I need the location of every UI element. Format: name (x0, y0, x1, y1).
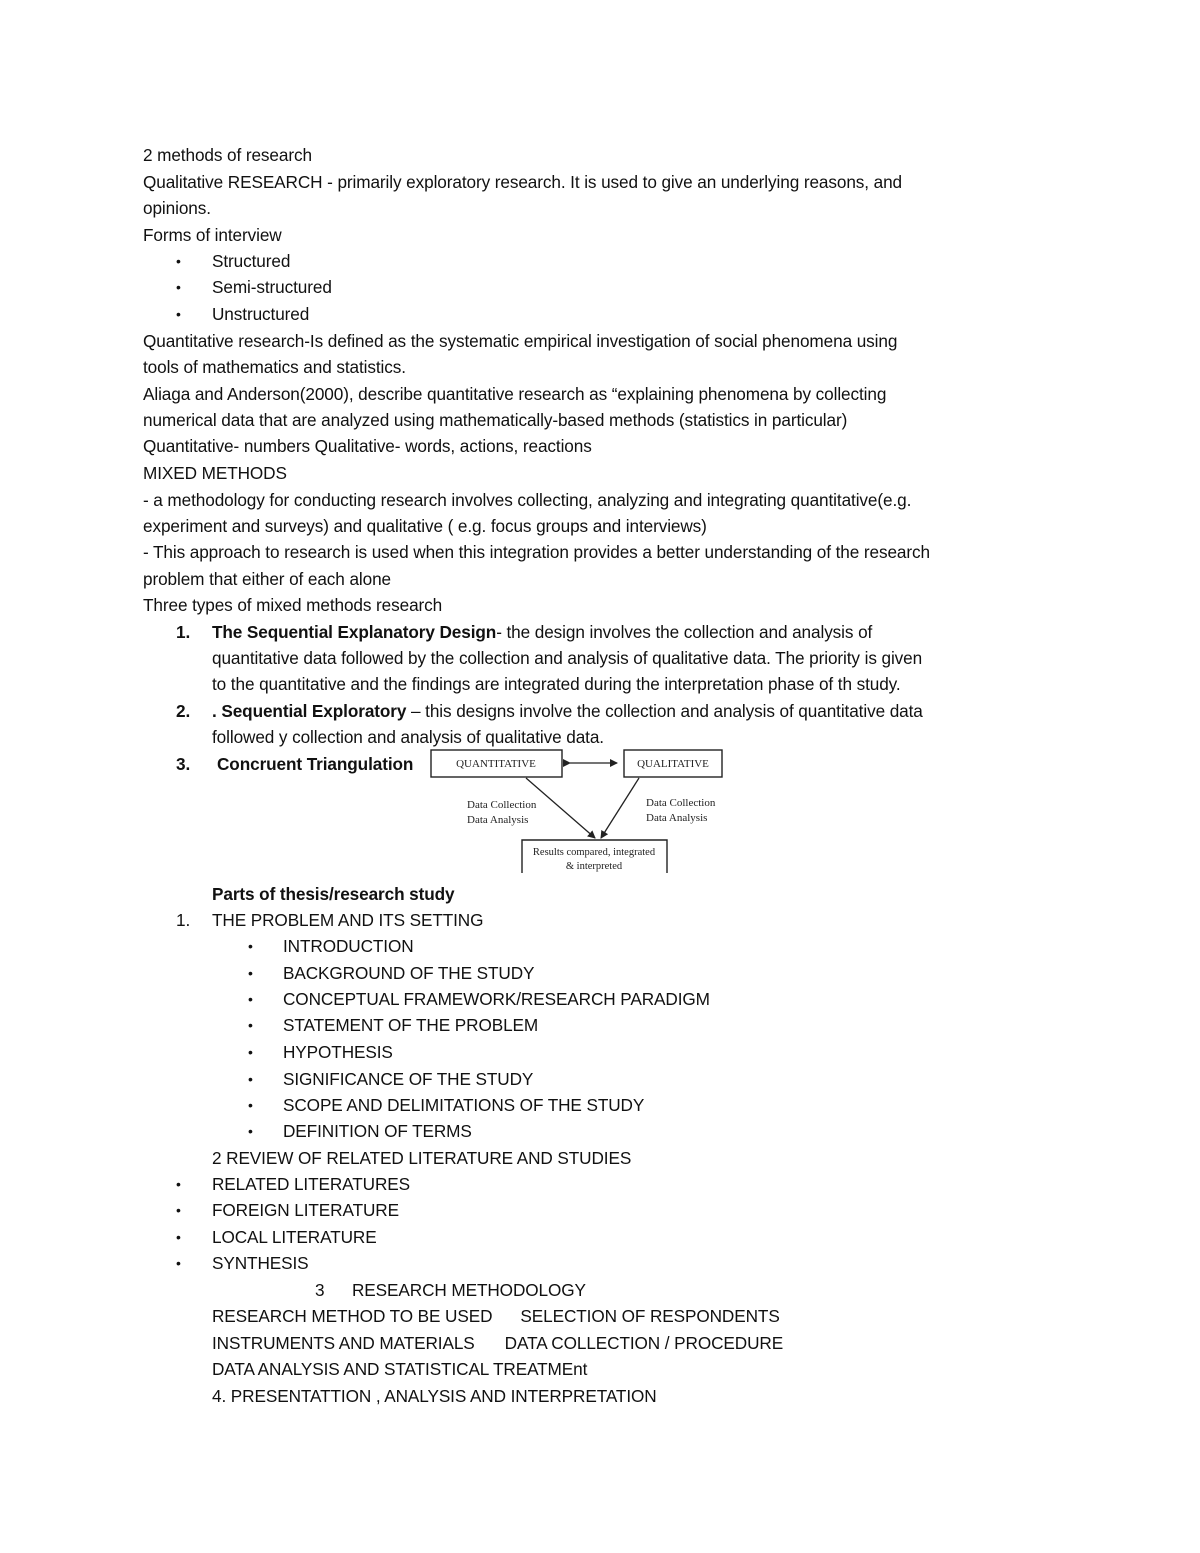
thesis-title: Parts of thesis/research study (212, 884, 455, 904)
types-title: Three types of mixed methods research (143, 595, 443, 615)
bullet-icon: • (176, 279, 181, 295)
forms-title: Forms of interview (143, 225, 282, 245)
form-item: Semi-structured (212, 277, 332, 297)
mixed-title: MIXED METHODS (143, 463, 287, 483)
mixed-line-2: experiment and surveys) and qualitative ( e.g. focus groups and interviews) (143, 516, 707, 536)
part-2-item: LOCAL LITERATURE (212, 1227, 377, 1247)
list-number: 1. (176, 622, 191, 642)
mixed-line-3: - This approach to research is used when this integration provides a better understanding of the research (143, 542, 930, 562)
part-1-item: SCOPE AND DELIMITATIONS OF THE STUDY (283, 1095, 645, 1115)
part-3-item: RESEARCH METHOD TO BE USED (212, 1306, 493, 1326)
type-1-line-3: to the quantitative and the findings are integrated during the interpretation phase of th study. (212, 674, 901, 694)
part-2-title: 2 REVIEW OF RELATED LITERATURE AND STUDIES (212, 1148, 632, 1168)
bullet-icon: • (248, 1017, 253, 1033)
list-number: 2. (176, 701, 191, 721)
results-line-1: Results compared, integrated (532, 847, 656, 858)
left-label-1: Data Collection (467, 799, 537, 811)
triangulation-diagram (425, 745, 730, 880)
list-number: 3 (315, 1280, 325, 1300)
bullet-icon: • (248, 1071, 253, 1087)
part-1-item: SIGNIFICANCE OF THE STUDY (283, 1069, 534, 1089)
left-label-2: Data Analysis (467, 814, 529, 826)
left-diagonal-arrow (526, 778, 595, 838)
quantitative-line-3: Aliaga and Anderson(2000), describe quantitative research as “explaining phenomena by collecting (143, 384, 887, 404)
qualitative-line-2: opinions. (143, 198, 211, 218)
part-3-item: SELECTION OF RESPONDENTS (520, 1306, 780, 1326)
bullet-icon: • (248, 1044, 253, 1060)
qualitative-box-label: QUALITATIVE (637, 758, 709, 770)
part-3-row-2 (212, 1330, 783, 1357)
part-1-item: CONCEPTUAL FRAMEWORK/RESEARCH PARADIGM (283, 989, 710, 1009)
bullet-icon: • (176, 1176, 181, 1192)
part-2-item: SYNTHESIS (212, 1253, 309, 1273)
qualitative-line-1: Qualitative RESEARCH - primarily exploratory research. It is used to give an underlying reasons, and (143, 172, 903, 192)
type-2-line-1 (212, 698, 923, 725)
part-3-item: DATA COLLECTION / PROCEDURE (504, 1333, 784, 1353)
part-1-item: BACKGROUND OF THE STUDY (283, 963, 535, 983)
part-1-item: DEFINITION OF TERMS (283, 1121, 472, 1141)
part-4-title: 4. PRESENTATTION , ANALYSIS AND INTERPRETATION (212, 1386, 657, 1406)
bullet-icon: • (176, 253, 181, 269)
part-3-row-1 (212, 1303, 780, 1330)
quantitative-line-2: tools of mathematics and statistics. (143, 357, 406, 377)
bullet-icon: • (176, 1202, 181, 1218)
part-2-item: RELATED LITERATURES (212, 1174, 411, 1194)
quantitative-line-5: Quantitative- numbers Qualitative- words, actions, reactions (143, 436, 592, 456)
mixed-line-1: - a methodology for conducting research involves collecting, analyzing and integrating quantitative(e.g. (143, 490, 912, 510)
type-3-name: Concruent Triangulation (217, 754, 414, 774)
part-2-item: FOREIGN LITERATURE (212, 1200, 399, 1220)
type-2-desc: – this designs involve the collection and analysis of quantitative data (406, 701, 923, 721)
quantitative-box-label: QUANTITATIVE (456, 758, 536, 770)
part-3-item: INSTRUMENTS AND MATERIALS (212, 1333, 475, 1353)
part-1-title: THE PROBLEM AND ITS SETTING (212, 910, 484, 930)
right-label-2: Data Analysis (646, 812, 708, 824)
bullet-icon: • (176, 1229, 181, 1245)
quantitative-line-4: numerical data that are analyzed using mathematically-based methods (statistics in particular) (143, 410, 848, 430)
part-3-title: RESEARCH METHODOLOGY (352, 1280, 586, 1300)
bullet-icon: • (248, 1123, 253, 1139)
right-diagonal-arrow (601, 778, 639, 838)
bullet-icon: • (176, 306, 181, 322)
list-number: 3. (176, 754, 191, 774)
part-1-item: INTRODUCTION (283, 936, 414, 956)
type-2-line-2: followed y collection and analysis of qualitative data. (212, 727, 604, 747)
bullet-icon: • (176, 1255, 181, 1271)
type-2-name: . Sequential Exploratory (212, 701, 407, 721)
type-1-desc: - the design involves the collection and analysis of (496, 622, 873, 642)
results-line-2: & interpreted (565, 861, 623, 872)
form-item: Unstructured (212, 304, 310, 324)
quantitative-line-1: Quantitative research-Is defined as the systematic empirical investigation of social phenomena using (143, 331, 898, 351)
bullet-icon: • (248, 938, 253, 954)
bullet-icon: • (248, 991, 253, 1007)
type-1-name: The Sequential Explanatory Design (212, 622, 497, 642)
bullet-icon: • (248, 1097, 253, 1113)
list-number: 1. (176, 910, 191, 930)
type-1-line-2: quantitative data followed by the collection and analysis of qualitative data. The priority is given (212, 648, 923, 668)
heading: 2 methods of research (143, 145, 312, 165)
bullet-icon: • (248, 965, 253, 981)
mixed-line-4: problem that either of each alone (143, 569, 391, 589)
type-1-line-1 (212, 619, 872, 646)
right-label-1: Data Collection (646, 797, 716, 809)
part-3-row-3: DATA ANALYSIS AND STATISTICAL TREATMEnt (212, 1359, 588, 1379)
form-item: Structured (212, 251, 291, 271)
part-1-item: HYPOTHESIS (283, 1042, 393, 1062)
part-1-item: STATEMENT OF THE PROBLEM (283, 1015, 539, 1035)
